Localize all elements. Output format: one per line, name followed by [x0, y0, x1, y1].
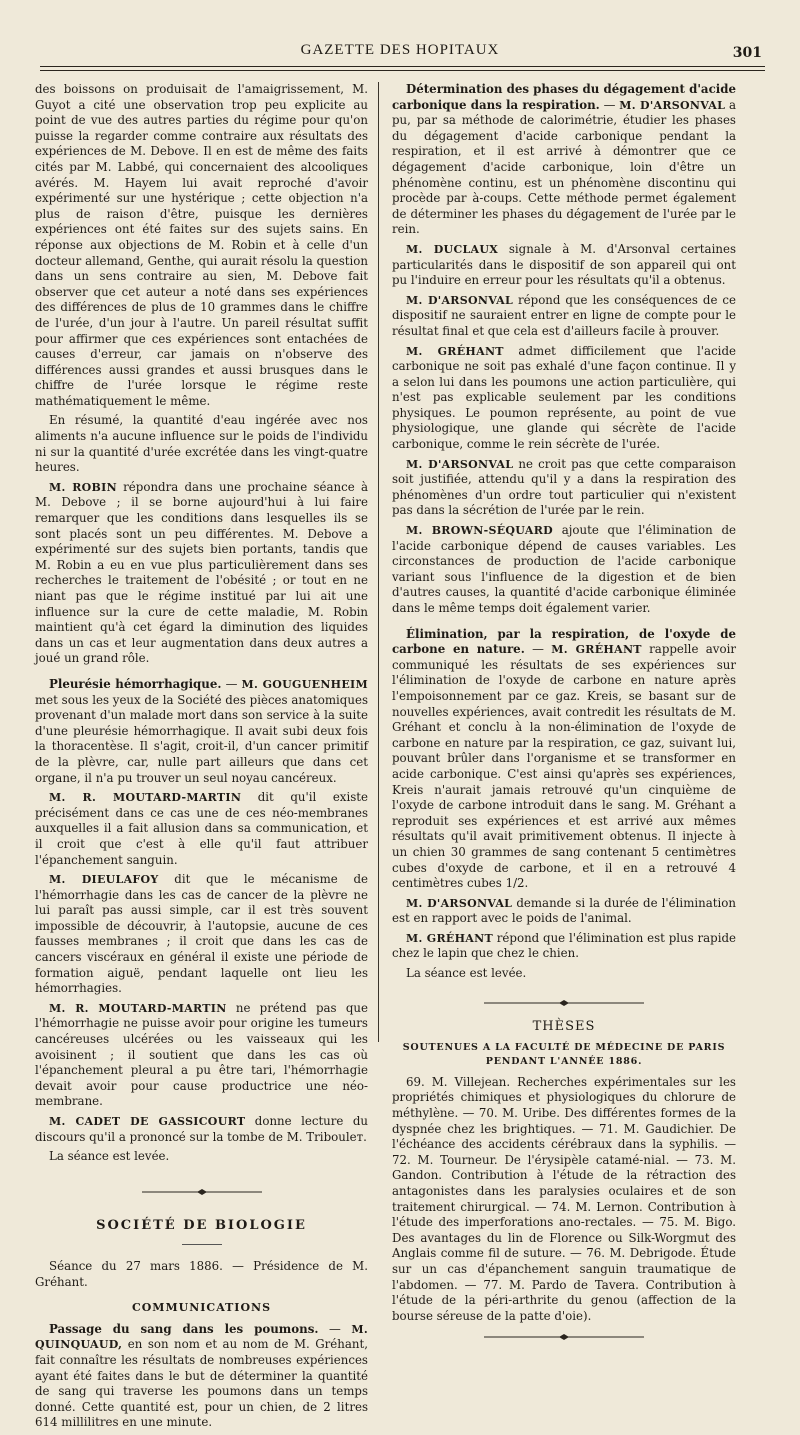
session-line: Séance du 27 mars 1886. — Présidence de M. Gréhant. [35, 1258, 368, 1289]
paragraph-text: signale à M. d'Arsonval certaines particularités dans le dispositif de son appareil qui ont pu l'induire en erreur pour les résultats qu'il a obtenus. [392, 241, 736, 288]
speaker-name: M. R. MOUTARD-MARTIN [49, 791, 242, 805]
speaker-name: M. ROBIN [49, 480, 117, 494]
paragraph [35, 480, 368, 667]
paragraph [392, 931, 736, 962]
ornamental-separator [392, 996, 736, 1012]
header-rule-bottom [40, 70, 765, 71]
paragraph [392, 457, 736, 519]
paragraph-text: admet difficilement que l'acide carbonique ne soit pas exhalé d'une façon continue. Il y a selon lui dans les poumons une action particulière, qui n'est pas explicable seulement par les conditions physiques. Le poumon représente, au point de vue physiologique, une glande qui sécrète de l'acide carbonique, comme le rein sécrète de l'urée. [392, 343, 736, 452]
column-divider [378, 82, 379, 1042]
paragraph-text: dit que le mécanisme de l'hémorrhagie dans les cas de cancer de la plèvre ne lui paraît pas aussi simple, car il est très souvent impossible de découvrir, à l'autopsie, aucune de ces fausses membranes ; il croit que dans les cas de cancers viscéraux en général il existe une période de formation aiguë, pendant laquelle ont lieu les hémorrhagies. [35, 872, 369, 996]
paragraph: Élimination, par la respiration, de l'oxyde de carbone en nature. — M. GRÉHANT rappelle avoir communiqué les résultats de ses expériences sur l'élimination de l'oxyde de carbone en nature après l'empoisonnement par ce gaz. Kreis, se basant sur de nouvelles expériences, avait contredit les résultats de M. Gréhant et conclu à la non-élimination de l'oxyde de carbone en nature par la respiration, ce gaz, suivant lui, pouvant brûler dans l'organisme et se transformer en acide carbonique. C'est ainsi qu'après ses expériences, Kreis n'aurait jamais retrouvé qu'un cinquième de l'oxyde de carbone introduit dans le sang. M. Gréhant a reproduit ses expériences et est arrivé aux mêmes résultats qu'il avait primitivement obtenus. Il injecte à un chien 30 grammes de sang contenant 5 centimètres cubes d'oxyde de carbone, et il en a retrouvé 4 centimètres cubes 1/2. [392, 626, 736, 891]
section-title: SOCIÉTÉ DE BIOLOGIE [96, 1218, 307, 1234]
paragraph [392, 344, 736, 453]
paragraph-text: ne croit pas que cette comparaison soit justifiée, attendu qu'il y a dans la respiration des phénomènes d'un ordre tout particulier qui n'existent pas dans la sécrétion de l'urée par le rein. [392, 456, 736, 518]
paragraph-text: répondra dans une prochaine séance à M. Debove ; il se borne aujourd'hui à lui faire remarquer que les conditions dans lesquelles ils se sont placés sont un peu différentes. M. Debove a expérimenté sur des sujets bien portants, tandis que M. Robin a eu en vue plus particulièrement dans ses recherches le traitement de l'obésité ; or tout en ne niant pas que le régime institué par lui ait une influence sur la cure de cette maladie, M. Robin maintient qu'à cet égard la diminution des liquides dans un cas et leur augmentation dans deux autres a joué un grand rôle. [35, 479, 368, 666]
speaker-name: M. GRÉHANT [406, 344, 504, 358]
topic-heading: Élimination, par la respiration, de l'oxyde de carbone en nature. [392, 626, 736, 657]
speaker-name: M. GRÉHANT [551, 643, 642, 657]
left-column [35, 82, 368, 1435]
speaker-name: M. GRÉHANT [406, 931, 493, 945]
speaker-name: M. R. MOUTARD-MARTIN [49, 1001, 227, 1015]
paragraph: La séance est levée. [406, 966, 527, 981]
paragraph-text: répond que l'élimination est plus rapide chez le lapin que chez le chien. [392, 930, 736, 961]
paragraph [392, 896, 736, 927]
header-rule-top [40, 66, 765, 67]
speaker-name: M. DIEULAFOY [49, 873, 159, 887]
speaker-name: M. CADET DE GASSICOURT [49, 1115, 246, 1128]
paragraph: des boissons on produisait de l'amaigrissement, M. Guyot a cité une observation trop peu explicite au point de vue des autres parties du régime pour qu'on puisse la regarder comme contraire aux résultats des expériences de M. Debove. Il en est de même des faits cités par M. Labbé, qui concernaient des alcooliques avérés. M. Hayem lui avait reproché d'avoir expérimenté sur une hystérique ; cette objection n'a plus de raison d'être, puisque les dernières expériences ont été faites sur des sujets sains. En réponse aux objections de M. Robin et à celle d'un docteur allemand, Genthe, qui aurait résolu la question dans un sens contraire au sien, M. Debove fait observer que cet auteur a noté dans ses expériences des différences de plus de 10 grammes dans le chiffre de l'urée, d'un jour à l'autre. Un pareil résultat suffit pour affirmer que ces expériences sont entachées de causes d'erreur, car jamais on n'observe des différences aussi grandes et aussi brusques dans le chiffre de l'urée lorsque le régime reste mathématiquement le même. [35, 82, 368, 408]
paragraph-text: rappelle avoir communiqué les résultats de ses expériences sur l'élimination de l'oxyde de carbone en nature après l'empoisonnement par ce gaz. Kreis, se basant sur de nouvelles expériences, avait contredit les résultats de M. Gréhant et conclu à la non-élimination de l'oxyde de carbone en nature par la respiration, ce gaz, suivant lui, pouvant brûler dans l'organisme et se transformer en acide carbonique. C'est ainsi qu'après ses expériences, Kreis n'aurait jamais retrouvé qu'un cinquième de l'oxyde de carbone introduit dans le sang. M. Gréhant a reproduit ses expériences et est arrivé aux mêmes résultats qu'il avait primitivement obtenus. Il injecte à un chien 30 grammes de sang contenant 5 centimètres cubes d'oxyde de carbone, et il en a retrouvé 4 centimètres cubes 1/2. [392, 642, 736, 891]
speaker-name: M. D'ARSONVAL [406, 293, 514, 307]
paragraph: La séance est levée. [49, 1149, 170, 1164]
speaker-name: M. D'ARSONVAL [619, 98, 726, 112]
paragraph [35, 1001, 368, 1110]
paragraph [392, 523, 736, 617]
paragraph-text: met sous les yeux de la Société des pièces anatomiques provenant d'un malade mort dans son service à la suite d'une pleurésie hémorrhagique. Il avait subi deux fois la thoracentèse. Il s'agit, croit-il, d'un cancer primitif de la plèvre, car, nulle part ailleurs que dans cet organe, il n'a pu trouver un seul noyau cancéreux. [35, 692, 368, 785]
paragraph: Pleurésie hémorrhagique. — M. GOUGUENHEIM met sous les yeux de la Société des pièces anatomiques provenant d'un malade mort dans son service à la suite d'une pleurésie hémorrhagique. Il avait subi deux fois la thoracentèse. Il s'agit, croit-il, d'un cancer primitif de la plèvre, car, nulle part ailleurs que dans cet organe, il n'a pu trouver un seul noyau cancéreux. [35, 676, 368, 785]
journal-title: GAZETTE DES HOPITAUX [300, 42, 500, 58]
paragraph-text: ajoute que l'élimination de l'acide carbonique dépend de causes variables. Les circonstances de production de l'acide carbonique variant sous l'influence de la digestion et de bien d'autres causes, la quantité d'acide carbonique éliminée dans le même temps doit également varier. [392, 523, 737, 615]
topic-heading: Pleurésie hémorrhagique. [49, 676, 222, 691]
speaker-name: M. GOUGUENHEIM [241, 677, 368, 691]
paragraph-text: ne prétend pas que l'hémorrhagie ne puisse avoir pour origine les tumeurs cancéreuses ulcérées ou les vaisseaux qui les avoisinent ; il soutient que dans les cas où l'épanchement pleural a pu être tari, l'hémorrhagie devait avoir pour cause productrice une néo-membrane. [35, 1000, 368, 1109]
theses-title: THÈSES [532, 1019, 596, 1035]
speaker-name: M. D'ARSONVAL [406, 457, 514, 471]
paragraph [35, 790, 368, 868]
topic-heading: Détermination des phases du dégagement d'acide carbonique dans la respiration. [392, 82, 736, 112]
paragraph [392, 242, 736, 289]
paragraph-text: a pu, par sa méthode de calorimétrie, étudier les phases du dégagement d'acide carbonique pendant la respiration, et il est arrivé à démontrer que ce dégagement d'acide carbonique, loin d'être un phénomène continu, est un phénomène discontinu qui procède par à-coups. Cette méthode permet également de déterminer les phases du dégagement de l'urée par le rein. [392, 97, 737, 237]
short-rule [182, 1244, 222, 1245]
paragraph-text: donne lecture du discours qu'il a prononcé sur la tombe de M. Tribouleт. [35, 1114, 369, 1144]
paragraph-text: en son nom et au nom de M. Gréhant, fait connaître les résultats de nombreuses expériences ayant été faites dans le but de déterminer la quantité de sang qui traverse les poumons dans un temps donné. Cette quantité est, pour un chien, de 2 litres 614 millilitres en une minute. [35, 1337, 368, 1430]
speaker-name: M. BROWN-SÉQUARD [406, 524, 553, 538]
page-header [30, 42, 770, 64]
paragraph [35, 1114, 368, 1145]
theses-list: 69. M. Villejean. Recherches expérimentales sur les propriétés chimiques et physiologiques du chlorure de méthylène. — 70. M. Uribe. Des différentes formes de la dyspnée chez les brightiques. — 71. M. Gaudichier. De l'échéance des accidents cérébraux dans la syphilis. — 72. M. Tourneur. De l'érysipèle catamé-nial. — 73. M. Gandon. Contribution à l'étude de la rétraction des antagonistes dans les paralysies oculaires et de son traitement chirurgical. — 74. M. Lernon. Contribution à l'étude des imperforations ano-rectales. — 75. M. Bigo. Des avantages du lin de Florence ou Silk-Worgmut des Anglais comme fil de suture. — 76. M. Debrigode. Étude sur un cas d'épanchement sanguin traumatique de l'abdomen. — 77. M. Pardo de Tavera. Contribution à l'étude de la péri-arthrite du genou (affection de la bourse séreuse de la patte d'oie). [392, 1074, 736, 1323]
topic-heading: Passage du sang dans les poumons. [49, 1321, 319, 1336]
paragraph: Passage du sang dans les poumons. — M. QUINQUAUD, en son nom et au nom de M. Gréhant, fait connaître les résultats de nombreuses expériences ayant été faites dans le but de déterminer la quantité de sang qui traverse les poumons dans un temps donné. Cette quantité est, pour un chien, de 2 litres 614 millilitres en une minute. [35, 1321, 368, 1430]
speaker-name: M. QUINQUAUD, [35, 1322, 368, 1352]
ornamental-separator [392, 1330, 736, 1346]
speaker-name: M. DUCLAUX [406, 242, 499, 256]
paragraph-text: demande si la durée de l'élimination est en rapport avec le poids de l'animal. [392, 895, 736, 926]
paragraph [35, 872, 368, 997]
ornamental-separator [35, 1185, 368, 1201]
theses-subtitle [392, 1041, 736, 1069]
right-column [392, 82, 736, 1346]
theses-subtitle-line: PENDANT L'ANNÉE 1886. [485, 1055, 643, 1067]
paragraph-text: dit qu'il existe précisément dans ce cas une de ces néo-membranes auxquelles il a fait allusion dans sa communication, et il croit que c'est à elle qu'il faut attribuer l'épanchement sanguin. [35, 790, 369, 867]
paragraph [392, 293, 736, 340]
paragraph-text: répond que les conséquences de ce dispositif ne sauraient entrer en ligne de compte pour le résultat final et que cela est d'ailleurs facile à prouver. [392, 292, 737, 338]
paragraph: Détermination des phases du dégagement d'acide carbonique dans la respiration. — M. D'ARSONVAL a pu, par sa méthode de calorimétrie, étudier les phases du dégagement d'acide carbonique pendant la respiration, et il est arrivé à démontrer que ce dégagement d'acide carbonique, loin d'être un phénomène continu, est un phénomène discontinu qui procède par à-coups. Cette méthode permet également de déterminer les phases du dégagement de l'urée par le rein. [392, 82, 737, 237]
subsection-title: COMMUNICATIONS [131, 1301, 272, 1315]
paragraph: En résumé, la quantité d'eau ingérée avec nos aliments n'a aucune influence sur le poids de l'individu ni sur la quantité d'urée excrétée dans les vingt-quatre heures. [35, 413, 368, 475]
theses-subtitle-line: SOUTENUES A LA FACULTÉ DE MÉDECINE DE PARIS [402, 1041, 726, 1053]
speaker-name: M. D'ARSONVAL [406, 896, 513, 910]
page-number: 301 [732, 45, 762, 61]
